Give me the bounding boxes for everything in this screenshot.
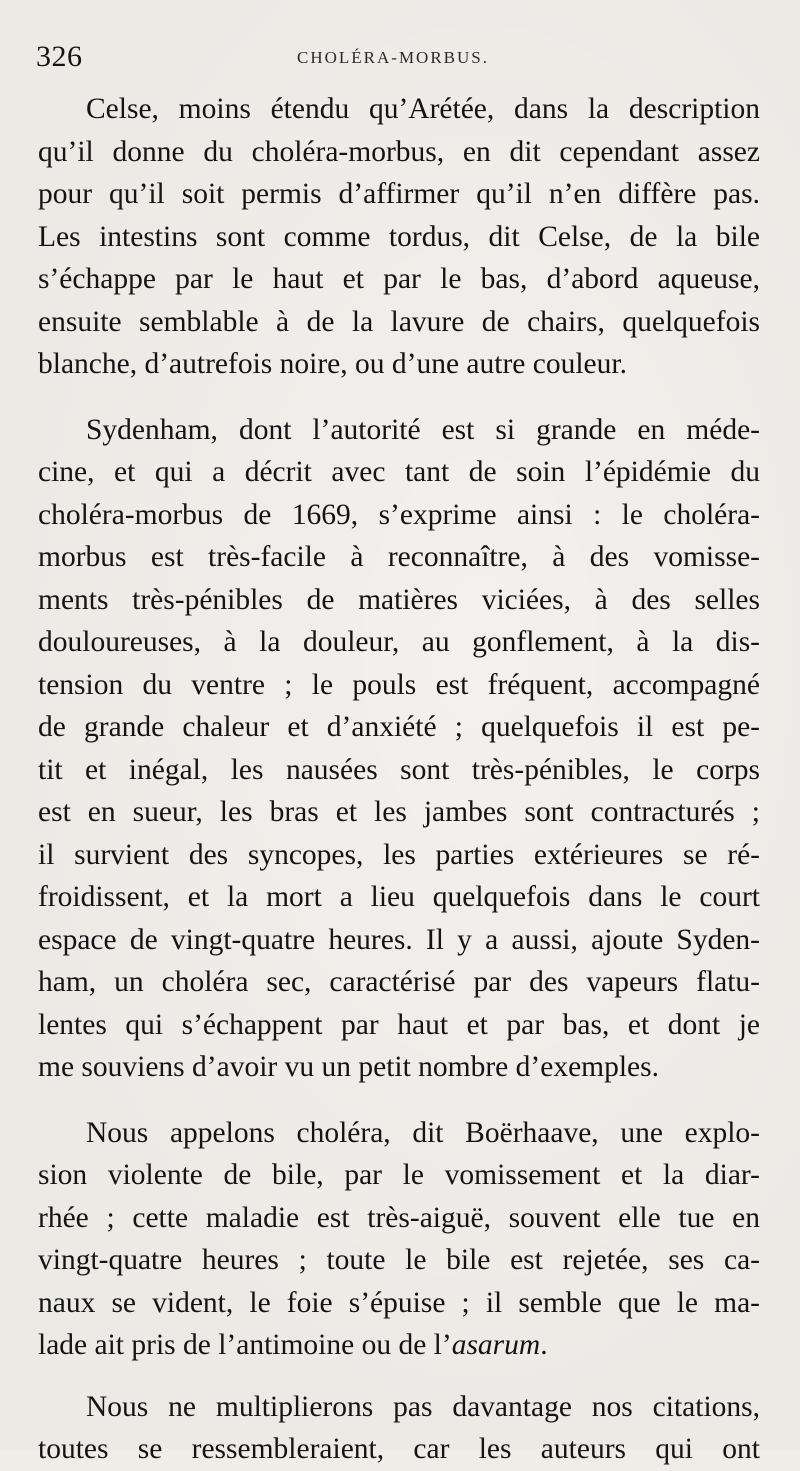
text-line: est en sueur, les bras et les jambes sont contracturés ; [38,796,760,828]
text-line: Celse, moins étendu qu’Arétée, dans la description [86,93,760,125]
text-line: espace de vingt-quatre heures. Il y a aussi, ajoute Syden- [38,923,760,956]
text-line-with-italic [38,1324,760,1367]
text-line: naux se vident, le foie s’épuise ; il semble que le ma- [38,1286,760,1319]
body-text [38,88,760,1471]
text-line: tit et inégal, les nausées sont très-pénibles, le corps [38,753,760,786]
line-text: . [540,1329,548,1361]
text-line: ensuite semblable à de la lavure de chairs, quelquefois [38,305,760,338]
page-number: 326 [36,40,83,73]
text-line: sion violente de bile, par le vomissement et la diar- [38,1159,760,1191]
paragraph-celse [38,88,760,386]
text-line: me souviens d’avoir vu un petit nombre d’exemples. [38,1051,659,1083]
text-line: ham, un choléra sec, caractérisé par des vapeurs flatu- [38,966,760,998]
text-line: ments très-pénibles de matières viciées, à des selles [38,583,760,616]
text-line: cine, et qui a décrit avec tant de soin l’épidémie du [38,456,760,488]
page-header [36,40,750,80]
text-line: de grande chaleur et d’anxiété ; quelquefois il est pe- [38,711,760,743]
text-line: froidissent, et la mort a lieu quelquefois dans le court [38,881,760,913]
text-line: Nous appelons choléra, dit Boërhaave, une explo- [86,1116,760,1149]
paragraph-conclusion [38,1386,760,1471]
italic-term: asarum [451,1329,541,1361]
paragraph-sydenham [38,409,760,1089]
text-line: Nous ne multiplierons pas davantage nos citations, [86,1390,760,1423]
text-line: il survient des syncopes, les parties extérieures se ré- [38,838,760,871]
text-line: Les intestins sont comme tordus, dit Celse, de la bile [38,220,760,253]
line-text: lade ait pris de l’antimoine ou de l’ [38,1329,452,1361]
text-line: rhée ; cette maladie est très-aiguë, souvent elle tue en [38,1201,760,1234]
text-line: douloureuses, à la douleur, au gonflement, à la dis- [38,626,760,658]
text-line: lentes qui s’échappent par haut et par bas, et dont je [38,1008,760,1041]
paragraph-gap [38,386,760,409]
text-line: qu’il donne du choléra-morbus, en dit cependant assez [38,135,760,168]
text-line: choléra-morbus de 1669, s’exprime ainsi : le choléra- [38,498,760,531]
paragraph-gap [38,1367,760,1386]
text-line: s’échappe par le haut et par le bas, d’abord aqueuse, [38,263,760,295]
running-head: CHOLÉRA-MORBUS. [297,48,489,67]
text-line: tension du ventre ; le pouls est fréquent, accompagné [38,668,760,701]
paragraph-gap [38,1089,760,1112]
text-line: toutes se ressembleraient, car les auteurs qui ont [38,1433,760,1465]
text-line: morbus est très-facile à reconnaître, à des vomisse- [38,541,760,573]
text-line: vingt-quatre heures ; toute le bile est rejetée, ses ca- [38,1244,760,1276]
text-line: blanche, d’autrefois noire, ou d’une autre couleur. [38,348,627,380]
paragraph-boerhaave [38,1112,760,1367]
text-line: Sydenham, dont l’autorité est si grande en méde- [86,413,760,446]
text-line: pour qu’il soit permis d’affirmer qu’il n’en diffère pas. [38,178,760,210]
